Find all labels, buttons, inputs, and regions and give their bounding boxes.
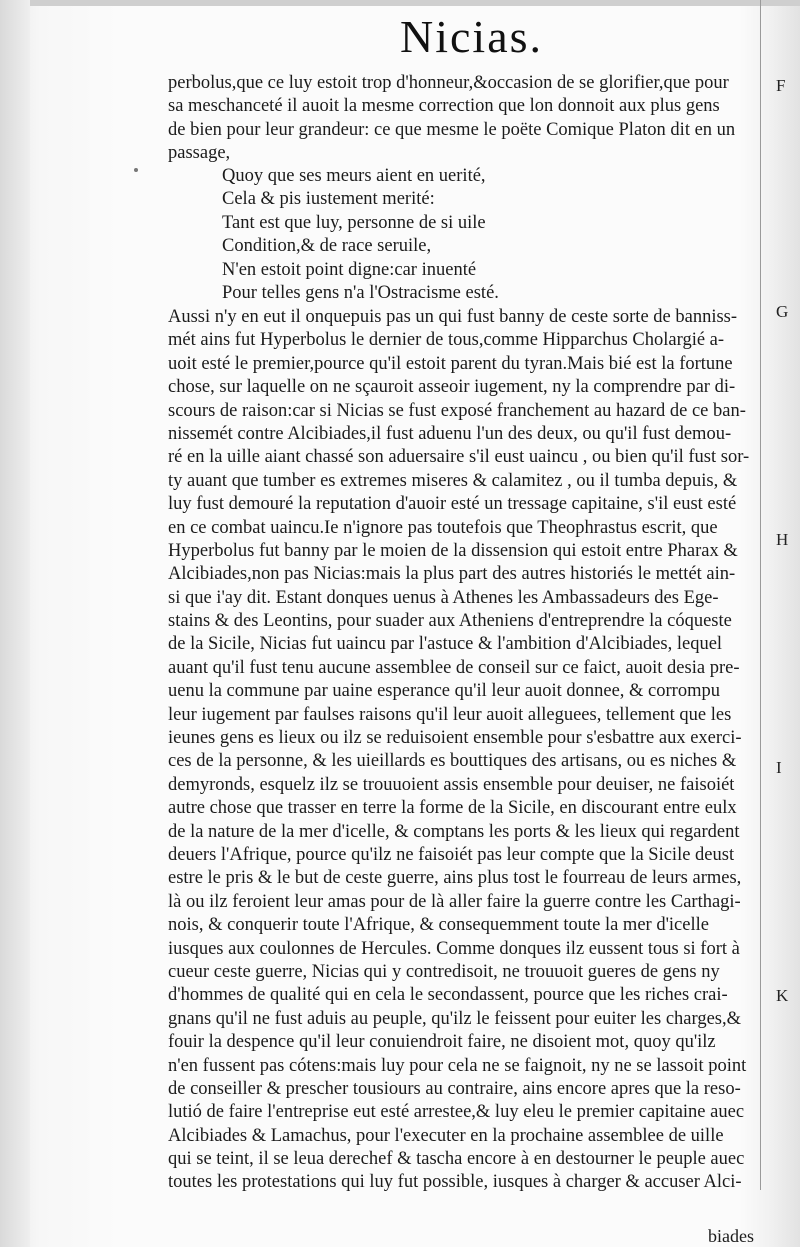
text-line: qui se teint, il se leua derechef & tascha encore à en destourner le peuple auec xyxy=(168,1149,745,1170)
text-line: ty auant que tumber es extremes miseres & calamitez , ou il tumba depuis, & xyxy=(168,470,738,491)
text-line: là ou ilz feroient leur amas pour de là aller faire la guerre contre les Carthagi- xyxy=(168,891,741,912)
text-line: de la Sicile, Nicias fut uaincu par l'astuce & l'ambition d'Alcibiades, lequel xyxy=(168,634,723,655)
verse-line: Cela & pis iustement merité: xyxy=(222,189,435,210)
text-line: en ce combat uaincu.Ie n'ignore pas toutefois que Theophrastus escrit, que xyxy=(168,517,718,538)
verse-block xyxy=(222,165,499,305)
verse-line: N'en estoit point digne:car inuenté xyxy=(222,259,477,280)
text-line: de conseiller & prescher tousiours au contraire, ains encore apres que la reso- xyxy=(168,1078,741,1099)
text-line: ces de la personne, & les uieillards es bouttiques des artisans, ou es niches & xyxy=(168,751,737,772)
text-line: sa meschanceté il auoit la mesme correction que lon donnoit aux plus gens xyxy=(168,96,720,117)
running-title: Nicias. xyxy=(400,11,544,62)
text-line: demyronds, esquelz ilz se trouuoient assis ensemble pour deuiser, ne faisoiét xyxy=(168,774,735,795)
text-line: Aussi n'y en eut il onquepuis pas un qui fust banny de ceste sorte de banniss- xyxy=(168,307,738,327)
text-line: de la nature de la mer d'icelle, & comptans les ports & les lieux qui regardent xyxy=(168,821,740,842)
text-line: leur iugement par faulses raisons qu'il leur auoit alleguees, tellement que les xyxy=(168,704,732,725)
text-block-main xyxy=(168,306,768,1195)
text-line: lutió de faire l'entreprise eut esté arrestee,& luy eleu le premier capitaine auec xyxy=(168,1102,745,1123)
text-line: nois, & conquerir toute l'Afrique, & consequemment toute la mer d'icelle xyxy=(168,915,709,936)
text-line: perbolus,que ce luy estoit trop d'honneur,&occasion de se glorifier,que pour xyxy=(168,73,729,93)
text-line: n'en fussent pas cótens:mais luy pour cela ne se faignoit, ny ne se lassoit point xyxy=(168,1055,747,1076)
top-edge xyxy=(0,0,800,6)
catchword: biades xyxy=(708,1226,754,1246)
verse-line: Condition,& de race seruile, xyxy=(222,236,432,257)
text-line: gnans qu'il ne fust aduis au peuple, qu'ilz le feissent pour euiter les charges,& xyxy=(168,1008,741,1029)
margin-letter-h: H xyxy=(776,530,789,549)
text-line: d'hommes de qualité qui en cela le secondassent, pource que les riches crai- xyxy=(168,985,728,1006)
text-line: de bien pour leur grandeur: ce que mesme le poëte Comique Platon dit en un xyxy=(168,119,736,140)
margin-letter-g: G xyxy=(776,302,789,321)
text-line: luy fust demouré la reputation d'auoir esté un tressage capitaine, s'il eust esté xyxy=(168,494,737,515)
text-line: scours de raison:car si Nicias se fust exposé franchement au hazard de ce ban- xyxy=(168,400,746,421)
ink-speck xyxy=(134,168,138,172)
binding-shadow xyxy=(0,0,30,1247)
margin-letter-k: K xyxy=(776,986,789,1005)
text-line: cueur ceste guerre, Nicias qui y contredisoit, ne trouuoit gueres de gens ny xyxy=(168,961,720,982)
margin-letter-f: F xyxy=(776,76,786,95)
text-line: mét ains fut Hyperbolus le dernier de tous,comme Hipparchus Cholargié a- xyxy=(168,330,725,351)
text-line: deuers l'Afrique, pource qu'ilz ne faisoiét pas leur compte que la Sicile deust xyxy=(168,844,735,865)
text-line: stains & des Leontins, pour suader aux Atheniens d'entreprendre la cóqueste xyxy=(168,611,732,632)
verse-line: Quoy que ses meurs aient en uerité, xyxy=(222,166,486,186)
text-line: autre chose que trasser en terre la forme de la Sicile, en discourant entre eulx xyxy=(168,798,737,819)
text-line: Hyperbolus fut banny par le moien de la dissension qui estoit entre Pharax & xyxy=(168,540,738,561)
text-line: si que i'ay dit. Estant donques uenus à Athenes les Ambassadeurs des Ege- xyxy=(168,587,719,608)
text-line: passage, xyxy=(168,143,231,164)
text-line: fouir la despence qu'il leur conuiendroit faire, ne disoient mot, quoy qu'ilz xyxy=(168,1032,716,1053)
text-line: estre le pris & le but de ceste guerre, ains plus tost le fourreau de leurs armes, xyxy=(168,868,742,889)
text-line: toutes les protestations qui luy fut possible, iusques à charger & accuser Alci- xyxy=(168,1172,742,1193)
text-line: ieunes gens es lieux ou ilz se reduisoient ensemble pour s'esbattre aux exerci- xyxy=(168,728,742,749)
verse-line: Tant est que luy, personne de si uile xyxy=(222,212,486,233)
text-line: ré en la uille aiant chassé son aduersaire s'il eust uaincu , ou bien qu'il fust sor- xyxy=(168,447,750,468)
text-line: Alcibiades,non pas Nicias:mais la plus part des autres historiés le mettét ain- xyxy=(168,564,736,585)
verse-line: Pour telles gens n'a l'Ostracisme esté. xyxy=(222,282,499,303)
text-line: uoit esté le premier,pource qu'il estoit parent du tyran.Mais bié est la fortune xyxy=(168,353,733,374)
margin-letter-i: I xyxy=(776,758,782,777)
text-line: uenu la commune par uaine esperance qu'il leur auoit donnee, & corrompu xyxy=(168,681,720,702)
text-line: chose, sur laquelle on ne sçauroit asseoir iugement, ny la comprendre par di- xyxy=(168,377,736,398)
text-line: nissemét contre Alcibiades,il fust aduenu l'un des deux, ou qu'il fust demou- xyxy=(168,423,732,444)
text-line: iusques aux coulonnes de Hercules. Comme donques ilz eussent tous si fort à xyxy=(168,938,740,959)
text-line: Alcibiades & Lamachus, pour l'executer en la prochaine assemblee de uille xyxy=(168,1125,724,1146)
text-block-top xyxy=(168,72,768,166)
text-line: auant qu'il fust tenu aucune assemblee de conseil sur ce faict, auoit desia pre- xyxy=(168,657,740,678)
